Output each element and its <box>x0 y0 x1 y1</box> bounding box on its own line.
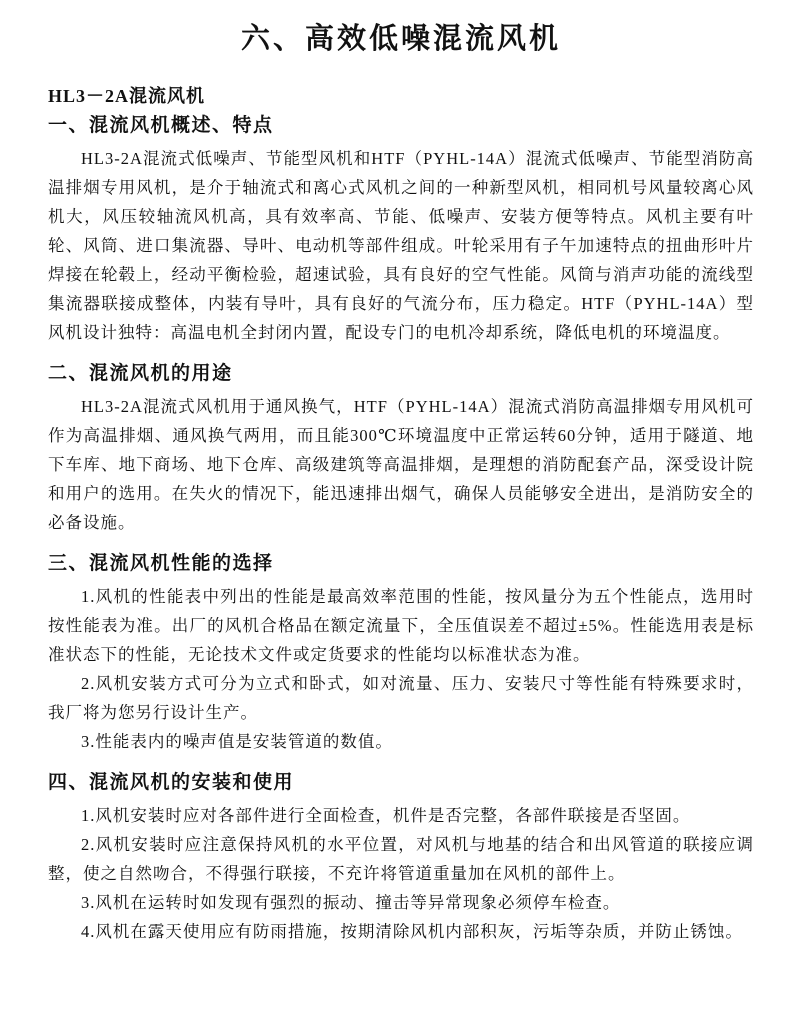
section-usage <box>48 360 754 537</box>
installation-item-4: 4.风机在露天使用应有防雨措施，按期清除风机内部积灰，污垢等杂质，并防止锈蚀。 <box>81 922 743 941</box>
section-performance-selection-heading: 三、混流风机性能的选择 <box>48 553 274 574</box>
section-usage-heading: 二、混流风机的用途 <box>48 363 233 384</box>
section-installation-usage-heading: 四、混流风机的安装和使用 <box>48 772 295 793</box>
installation-item-1: 1.风机安装时应对各部件进行全面检查，机件是否完整，各部件联接是否坚固。 <box>81 806 691 825</box>
section-overview <box>48 112 754 347</box>
performance-item-2: 2.风机安装方式可分为立式和卧式，如对流量、压力、安装尺寸等性能有特殊要求时，我厂将为您另行设计生产。 <box>48 674 754 722</box>
model-subtitle: HL3－2A混流风机 <box>48 86 206 106</box>
section-performance-selection <box>48 550 754 756</box>
installation-item-3: 3.风机在运转时如发现有强烈的振动、撞击等异常现象必须停车检查。 <box>81 893 621 912</box>
section-usage-paragraph: HL3-2A混流式风机用于通风换气，HTF（PYHL-14A）混流式消防高温排烟专用风机可作为高温排烟、通风换气两用，而且能300℃环境温度中正常运转60分钟，适用于隧道、地下车库、地下商场、地下仓库、高级建筑等高温排烟，是理想的消防配套产品，深受设计院和用户的选用。在失火的情况下，能迅速排出烟气，确保人员能够安全进出，是消防安全的必备设施。 <box>48 397 754 532</box>
page-title: 六、高效低噪混流风机 <box>240 23 561 55</box>
section-overview-paragraph: HL3-2A混流式低噪声、节能型风机和HTF（PYHL-14A）混流式低噪声、节能型消防高温排烟专用风机，是介于轴流式和离心式风机之间的一种新型风机，相同机号风量较离心风机大，风压较轴流风机高，具有效率高、节能、低噪声、安装方便等特点。风机主要有叶轮、风筒、进口集流器、导叶、电动机等部件组成。叶轮采用有子午加速特点的扭曲形叶片焊接在轮毂上，经动平衡检验，超速试验，具有良好的空气性能。风筒与消声功能的流线型集流器联接成整体，内装有导叶，具有良好的气流分布，压力稳定。HTF（PYHL-14A）型风机设计独特：高温电机全封闭内置，配设专门的电机冷却系统，降低电机的环境温度。 <box>48 149 754 342</box>
installation-item-2: 2.风机安装时应注意保持风机的水平位置，对风机与地基的结合和出风管道的联接应调整，使之自然吻合，不得强行联接，不充许将管道重量加在风机的部件上。 <box>48 835 754 883</box>
performance-item-1: 1.风机的性能表中列出的性能是最高效率范围的性能，按风量分为五个性能点，选用时按性能表为准。出厂的风机合格品在额定流量下，全压值误差不超过±5%。性能选用表是标准状态下的性能，无论技术文件或定货要求的性能均以标准状态为准。 <box>48 587 754 664</box>
section-overview-heading: 一、混流风机概述、特点 <box>48 115 274 136</box>
performance-item-3: 3.性能表内的噪声值是安装管道的数值。 <box>81 732 393 751</box>
section-installation-usage <box>48 769 754 946</box>
